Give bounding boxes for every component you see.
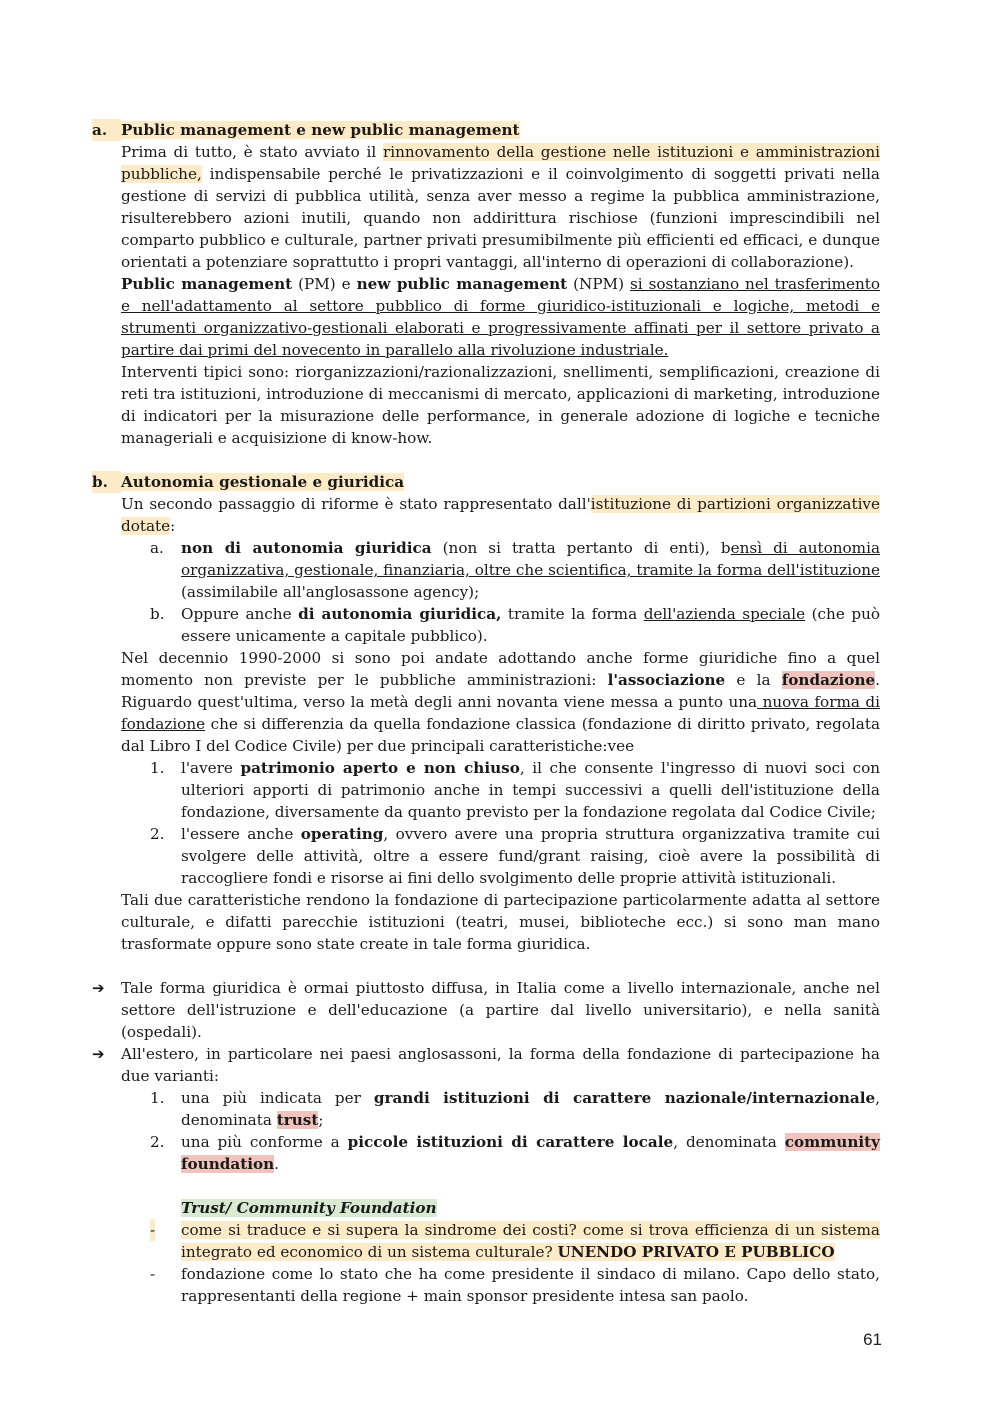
bold-term: di autonomia giuridica,: [298, 605, 502, 623]
text-run: l'avere: [181, 759, 241, 777]
section-a-marker: a.: [92, 119, 121, 141]
text-run: :: [170, 517, 176, 535]
text-run: , ovvero avere una propria struttura organizzativa tramite cui svolgere delle attività, oltre a essere fund/grant raising, cioè avere la possibilità di raccogliere fondi e risorse ai fini dello svolgimento delle proprie attività istituzionali.: [181, 825, 880, 887]
text-run: Nel decennio 1990-2000 si sono poi andate adottando anche forme giuridiche fino a quel momento non previste per le pubbliche amministrazioni:: [121, 649, 880, 689]
bold-term: l'associazione: [607, 671, 726, 689]
text-run: e la: [725, 671, 782, 689]
section-a-title: Public management e new public management: [121, 121, 520, 139]
text-run: indispensabile perché le privatizzazioni e il coinvolgimento di soggetti privati nella gestione di servizi di pubblica utilità, senza aver messo a regime la pubblica amministrazione, risulterebbero azioni inutili, quando non addirittura rischiose (funzioni imprescindibili nel comparto pubblico e culturale, partner privati presumibilmente più efficienti ed efficaci, e dunque orientati a potenziare soprattutto i propri vantaggi, all'interno di operazioni di collaborazione).: [121, 165, 880, 271]
arrow-item-1: [92, 977, 880, 1043]
arrow-icon: ➔: [92, 979, 105, 997]
bold-term: non di autonomia giuridica: [181, 539, 432, 557]
spacer: [92, 955, 880, 977]
highlighted-text: rinnovamento della gestione nelle istituzioni e amministrazioni pubbliche,: [121, 143, 880, 183]
bold-term: new public management: [356, 275, 568, 293]
text-run: , il che consente l'ingresso di nuovi soci con ulteriori apporti di patrimonio anche in tempi successivi a quelli dell'istituzione della fondazione, diversamente da quanto previsto per la fondazione regolata dal Codice Civile;: [181, 759, 881, 821]
text-run: ;: [318, 1111, 324, 1129]
highlighted-term: community foundation: [181, 1133, 880, 1173]
section-a-paragraph-1: [92, 141, 880, 273]
variant-item-1: [92, 1087, 880, 1131]
section-b-marker: b.: [92, 471, 121, 493]
text-run: (non si tratta pertanto di enti), b: [431, 539, 731, 557]
section-b-paragraph-2: [92, 647, 880, 757]
text-run: (assimilabile all'anglosassone agency);: [181, 583, 480, 601]
section-b-title: Autonomia gestionale e giuridica: [121, 473, 405, 491]
list-marker: b.: [150, 605, 165, 623]
dash-item-2: [92, 1263, 880, 1307]
highlighted-term: trust: [276, 1111, 319, 1129]
dash-item-1: [92, 1219, 880, 1263]
highlighted-bold-text: UNENDO PRIVATO E PUBBLICO: [557, 1243, 835, 1261]
text-run: una più indicata per: [181, 1089, 374, 1107]
text-run: l'essere anche: [181, 825, 301, 843]
highlighted-text: come si traduce e si supera la sindrome dei costi? come si trova efficienza di un sistema integrato ed economico di un sistema culturale?: [181, 1221, 880, 1261]
text-run: (che può essere unicamente a capitale pubblico).: [181, 605, 880, 645]
text-run: Oppure anche: [181, 605, 299, 623]
text-run: (PM) e: [292, 275, 357, 293]
highlighted-term: fondazione: [781, 671, 876, 689]
section-b-heading: [92, 471, 880, 493]
trust-heading: [92, 1197, 880, 1219]
text-run: tramite la forma: [501, 605, 644, 623]
list-marker: 2.: [150, 1133, 165, 1151]
section-b-paragraph-3: Tali due caratteristiche rendono la fondazione di partecipazione particolarmente adatta al settore culturale, e difatti parecchie istituzioni (teatri, musei, biblioteche ecc.) si sono man mano trasformate oppure sono state create in tale forma giuridica.: [121, 891, 880, 953]
page-content: [92, 119, 880, 1307]
spacer: [92, 449, 880, 471]
section-b-intro: [92, 493, 880, 537]
underlined-text: nuova forma di fondazione: [121, 693, 880, 733]
list-marker: 1.: [150, 759, 165, 777]
text-run: Tale forma giuridica è ormai piuttosto diffusa, in Italia come a livello internazionale, anche nel settore dell'istruzione e dell'educazione (a partire dal livello universitario), e nella sanità (ospedali).: [121, 979, 880, 1041]
text-run: All'estero, in particolare nei paesi anglosassoni, la forma della fondazione di partecipazione ha due varianti:: [121, 1045, 880, 1085]
bold-term: patrimonio aperto e non chiuso: [240, 759, 520, 777]
page-number: 61: [863, 1330, 882, 1349]
arrow-item-2: [92, 1043, 880, 1087]
text-run: (NPM): [567, 275, 630, 293]
highlighted-text: istituzione di partizioni organizzative dotate: [121, 495, 880, 535]
arrow-icon: ➔: [92, 1045, 105, 1063]
text-run: Un secondo passaggio di riforme è stato rappresentato dall': [121, 495, 591, 513]
text-run: Prima di tutto, è stato avviato il: [121, 143, 383, 161]
section-a-paragraph-3: Interventi tipici sono: riorganizzazioni/razionalizzazioni, snellimenti, semplificazioni, creazione di reti tra istituzioni, introduzione di meccanismi di mercato, applicazioni di marketing, introduzione di indicatori per la misurazione delle performance, in generale adozione di logiche e tecniche manageriali e acquisizione di know-how.: [121, 363, 880, 447]
list-item-b: [92, 603, 880, 647]
section-a-paragraph-2: [92, 273, 880, 361]
numbered-item-1: [92, 757, 880, 823]
bold-term: grandi istituzioni di carattere nazionale/internazionale: [373, 1089, 876, 1107]
text-run: , denominata: [673, 1133, 785, 1151]
list-marker: 2.: [150, 825, 165, 843]
section-a-heading: [92, 119, 880, 141]
text-run: che si differenzia da quella fondazione classica (fondazione di diritto privato, regolata dal Libro I del Codice Civile) per due principali caratteristiche:vee: [121, 715, 880, 755]
underlined-text: dell'azienda speciale: [643, 605, 806, 623]
list-item-a: [92, 537, 880, 603]
text-run: . Riguardo quest'ultima, verso la metà degli anni novanta viene messa a punto una: [121, 671, 880, 711]
trust-title: Trust/ Community Foundation: [181, 1199, 437, 1217]
list-marker: a.: [150, 539, 164, 557]
text-run: .: [274, 1155, 279, 1173]
text-run: , denominata: [181, 1089, 881, 1129]
bold-term: piccole istituzioni di carattere locale: [347, 1133, 674, 1151]
bold-term: Public management: [121, 275, 293, 293]
text-run: una più conforme a: [181, 1133, 348, 1151]
text-run: fondazione come lo stato che ha come presidente il sindaco di milano. Capo dello stato, rappresentanti della regione + main sponsor presidente intesa san paolo.: [181, 1265, 880, 1305]
bold-term: operating: [300, 825, 384, 843]
underlined-text: si sostanziano nel trasferimento e nell'adattamento al settore pubblico di forme giuridico-istituzionali e logiche, metodi e strumenti organizzativo-gestionali elaborati e progressivamente affinati per il settore privato a partire dai primi del novecento in parallelo alla rivoluzione industriale.: [121, 275, 880, 359]
dash-marker: -: [150, 1221, 156, 1239]
underlined-text: ensì di autonomia organizzativa, gestionale, finanziaria, oltre che scientifica, tramite la forma dell'istituzione: [181, 539, 880, 579]
spacer: [92, 1175, 880, 1197]
dash-marker: -: [150, 1265, 156, 1283]
numbered-item-2: [92, 823, 880, 889]
list-marker: 1.: [150, 1089, 165, 1107]
variant-item-2: [92, 1131, 880, 1175]
